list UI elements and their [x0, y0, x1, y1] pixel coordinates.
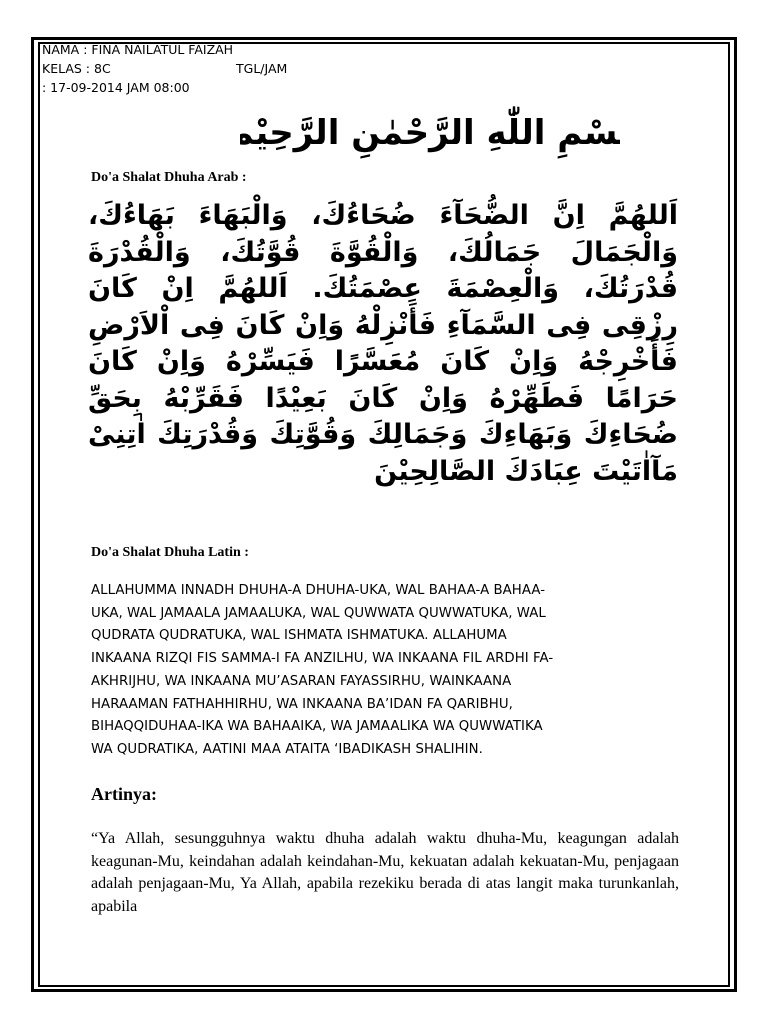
basmala-svg: [240, 100, 620, 162]
basmala-text: بِسْمِ اللّٰهِ الرَّحْمٰنِ الرَّحِيْمِ: [240, 113, 620, 153]
latin-prayer-text: [91, 580, 681, 762]
latin-line: QUDRATA QUDRATUKA, WAL ISHMATA ISHMATUKA. ALLAHUMA: [91, 628, 507, 644]
arabic-prayer-text: اَللهُمَّ اِنَّ الضُّحَآءَ ضُحَاءُكَ، وَالْبَهَاءَ بَهَاءُكَ، وَالْجَمَالَ جَمَالُكَ، وَالْقُوَّةَ قُوَّتُكَ، وَالْقُدْرَةَ قُدْرَتُكَ، وَالْعِصْمَةَ عِصْمَتُكَ. اَللهُمَّ اِنْ كَانَ رِزْقِى فِى السَّمَآءِ فَأَنْزِلْهُ وَاِنْ كَانَ فِى اْلاَرْضِ فَأَخْرِجْهُ وَاِنْ كَانَ مُعَسَّرًا فَيَسِّرْهُ وَاِنْ كَانَ حَرَامًا فَطَهِّرْهُ وَاِنْ كَانَ بَعِيْدًا فَقَرِّبْهُ بِحَقِّ ضُحَاءِكَ وَبَهَاءِكَ وَجَمَالِكَ وَقُوَّتِكَ وَقُدْرَتِكَ اٰتِنِىْ مَآاٰتَيْتَ عِبَادَكَ الصَّالِحِيْنَ: [88, 200, 678, 487]
latin-line: AKHRIJHU, WA INKAANA MU’ASARAN FAYASSIRHU, WAINKAANA: [91, 673, 512, 689]
latin-line: BIHAQQIDUHAA-IKA WA BAHAAIKA, WA JAMAALIKA WA QUWWATIKA: [91, 719, 543, 735]
tgl-value-line: : 17-09-2014 JAM 08:00: [42, 80, 190, 95]
basmala-calligraphy: [240, 100, 620, 162]
latin-line: UKA, WAL JAMAALA JAMAALUKA, WAL QUWWATA QUWWATUKA, WAL: [91, 605, 546, 621]
nama-line: NAMA : FINA NAILATUL FAIZAH: [42, 42, 234, 57]
latin-line: ALLAHUMMA INNADH DHUHA-A DHUHA-UKA, WAL BAHAA-A BAHAA-: [91, 583, 546, 598]
kelas-line: KELAS : 8C: [42, 61, 111, 76]
latin-line: HARAAMAN FATHAHHIRHU, WA INKAANA BA’IDAN FA QARIBHU,: [91, 696, 513, 712]
latin-line: INKAANA RIZQI FIS SAMMA-I FA ANZILHU, WA INKAANA FIL ARDHI FA-: [91, 651, 554, 667]
artinya-heading: Artinya:: [91, 784, 157, 804]
student-header: [42, 40, 442, 97]
tgl-label: TGL/JAM: [236, 61, 288, 76]
latin-line: WA QUDRATIKA, AATINI MAA ATAITA ‘IBADIKASH SHALIHIN.: [91, 741, 483, 757]
arab-section-title: Do'a Shalat Dhuha Arab :: [91, 170, 247, 185]
latin-section-title: Do'a Shalat Dhuha Latin :: [91, 545, 249, 560]
meaning-text: “Ya Allah, sesungguhnya waktu dhuha adalah waktu dhuha-Mu, keagungan adalah keagunan-Mu, keindahan adalah keindahan-Mu, kekuatan adalah kekuatan-Mu, penjagaan adalah penjagaan-Mu, Ya Allah, apabila rezekiku berada di atas langit maka turunkanlah, apabila: [91, 830, 679, 915]
